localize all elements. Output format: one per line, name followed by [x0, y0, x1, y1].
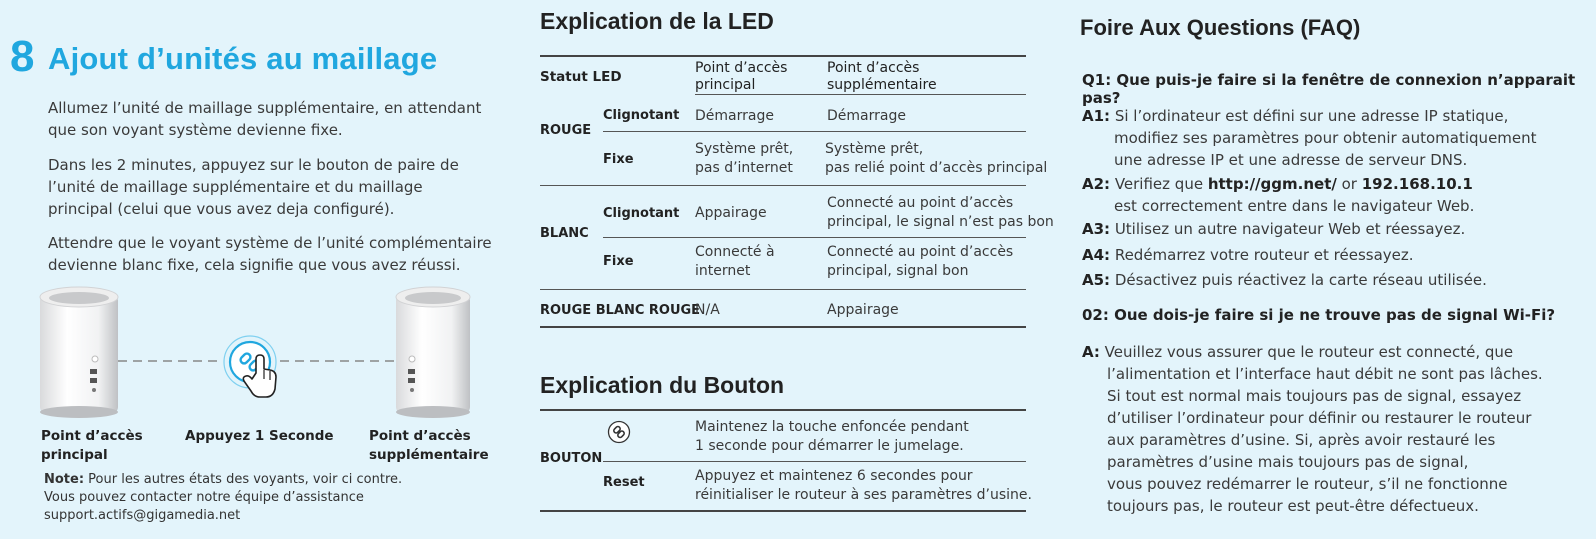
- paragraph-line: Dans les 2 minutes, appuyez sur le bouton de paire de: [48, 156, 459, 174]
- note-label: Note:: [44, 472, 85, 487]
- cell-line: Connecté à: [695, 244, 775, 260]
- answer-label: A5:: [1082, 271, 1111, 289]
- cell-line: pas relié point d’accès principal: [825, 160, 1048, 176]
- answer-line: paramètres d’usine mais toujours pas de signal,: [1107, 453, 1469, 471]
- paragraph-line: que son voyant système devienne fixe.: [48, 121, 343, 139]
- faq-question-1: Q1: Que puis-je faire si la fenêtre de connexion n’apparait pas?: [1082, 71, 1576, 107]
- faq-answer-1: [1082, 105, 1582, 171]
- led-extra-value: Démarrage: [827, 108, 906, 124]
- mesh-router-icon: [396, 287, 470, 418]
- answer-text: Si l’ordinateur est défini sur une adresse IP statique,: [1110, 107, 1509, 125]
- led-main-value: Appairage: [695, 205, 767, 221]
- answer-text: Redémarrez votre routeur et réessayez.: [1110, 246, 1414, 264]
- header-status: Statut LED: [540, 69, 622, 85]
- row-rule: [603, 131, 1026, 132]
- instruction-paragraph-1: [48, 97, 518, 141]
- note-line-1: [44, 471, 504, 489]
- faq-answer-4: [1082, 244, 1414, 266]
- table-bottom-rule: [540, 326, 1026, 328]
- answer-text: Verifiez que: [1110, 175, 1208, 193]
- pair-button-icon: [607, 420, 631, 444]
- instruction-paragraph-2: [48, 154, 518, 220]
- header-line: Point d’accès: [827, 60, 920, 76]
- led-color-white: BLANC: [540, 226, 589, 241]
- label-line: supplémentaire: [369, 447, 489, 463]
- support-note: [44, 471, 504, 525]
- mesh-router-icon: [40, 287, 118, 418]
- header-line: principal: [695, 77, 756, 93]
- table-top-rule: [540, 409, 1026, 411]
- support-email: support.actifs@gigamedia.net: [44, 508, 241, 523]
- answer-line: l’alimentation et l’interface haut débit ne sont pas lâches.: [1107, 365, 1543, 383]
- faq-answer-wifi: [1082, 341, 1587, 517]
- answer-label: A4:: [1082, 246, 1111, 264]
- header-line: supplémentaire: [827, 77, 937, 93]
- led-mode-solid: Fixe: [603, 254, 634, 269]
- row-rule: [603, 237, 1026, 238]
- paragraph-line: Attendre que le voyant système de l’unité complémentaire: [48, 234, 492, 252]
- answer-text: Veuillez vous assurer que le routeur est connecté, que: [1099, 343, 1514, 361]
- led-extra-value: [827, 194, 1054, 232]
- table-top-rule: [540, 55, 1026, 57]
- answer-line: une adresse IP et une adresse de serveur DNS.: [1114, 151, 1468, 169]
- led-main-value: Démarrage: [695, 108, 774, 124]
- cell-line: Maintenez la touche enfoncée pendant: [695, 419, 969, 435]
- section-title: Ajout d’unités au maillage: [48, 41, 438, 76]
- pairing-diagram: [30, 285, 520, 425]
- led-mode-blinking: Clignotant: [603, 206, 680, 221]
- row-rule: [540, 289, 1026, 290]
- button-label: BOUTON: [540, 451, 603, 466]
- header-main-ap: [695, 60, 787, 94]
- faq-question-2: 02: Oue dois-je faire si je ne trouve pas de signal Wi-Fi?: [1082, 306, 1556, 324]
- cell-line: Appuyez et maintenez 6 secondes pour: [695, 468, 973, 484]
- led-section-title: Explication de la LED: [540, 8, 774, 34]
- answer-line: [1082, 105, 1582, 127]
- paragraph-line: l’unité de maillage supplémentaire et du maillage: [48, 178, 423, 196]
- answer-line: [1082, 173, 1582, 195]
- cell-line: réinitialiser le routeur à ses paramètres d’usine.: [695, 487, 1032, 503]
- cell-line: Connecté au point d’accès: [827, 244, 1014, 260]
- row-rule: [603, 461, 1026, 462]
- note-text: Pour les autres états des voyants, voir ci contre.: [84, 472, 403, 487]
- button-reset-description: [695, 467, 1032, 505]
- step-number: 8: [10, 32, 35, 81]
- cell-line: principal, signal bon: [827, 263, 969, 279]
- button-pair-description: [695, 418, 969, 456]
- answer-line: est correctement entre dans le navigateur Web.: [1114, 197, 1475, 215]
- led-color-red: ROUGE: [540, 123, 592, 138]
- led-mode-blinking: Clignotant: [603, 108, 680, 123]
- led-main-value: N/A: [695, 302, 720, 318]
- answer-line: d’utiliser l’ordinateur pour définir ou restaurer le routeur: [1107, 409, 1532, 427]
- paragraph-line: devienne blanc fixe, cela signifie que vous avez réussi.: [48, 256, 461, 274]
- label-press-one-second: Appuyez 1 Seconde: [185, 428, 334, 444]
- button-mode-reset: Reset: [603, 475, 645, 490]
- led-extra-value: [825, 140, 1047, 178]
- paragraph-line: principal (celui que vous avez deja configuré).: [48, 200, 395, 218]
- cell-line: pas d’internet: [695, 160, 793, 176]
- label-extra-access-point: [369, 427, 489, 465]
- answer-text: Utilisez un autre navigateur Web et réessayez.: [1110, 220, 1466, 238]
- cell-line: Connecté au point d’accès: [827, 195, 1014, 211]
- router-ip: 192.168.10.1: [1361, 175, 1473, 193]
- table-bottom-rule: [540, 510, 1026, 512]
- label-line: principal: [41, 447, 108, 463]
- answer-label: A:: [1082, 343, 1100, 361]
- instruction-paragraph-3: [48, 232, 518, 276]
- router-url: http://ggm.net/: [1207, 175, 1337, 193]
- label-main-access-point: [41, 427, 143, 465]
- led-extra-value: [827, 243, 1013, 281]
- paragraph-line: Allumez l’unité de maillage supplémentaire, en attendant: [48, 99, 482, 117]
- cell-line: Système prêt,: [695, 141, 794, 157]
- header-line: Point d’accès: [695, 60, 788, 76]
- note-line-2: Vous pouvez contacter notre équipe d’assistance: [44, 490, 364, 505]
- cell-line: internet: [695, 263, 751, 279]
- answer-line: vous pouvez redémarrer le routeur, s’il ne fonctionne: [1107, 475, 1508, 493]
- cell-line: principal, le signal n’est pas bon: [827, 214, 1054, 230]
- answer-line: [1082, 341, 1587, 363]
- label-line: Point d’accès: [41, 428, 143, 444]
- header-rule: [695, 94, 1026, 95]
- cell-line: 1 seconde pour démarrer le jumelage.: [695, 438, 964, 454]
- header-extra-ap: [827, 60, 937, 94]
- faq-title: Foire Aux Questions (FAQ): [1080, 15, 1361, 40]
- answer-text: or: [1336, 175, 1362, 193]
- faq-answer-2: [1082, 173, 1582, 217]
- led-mode-solid: Fixe: [603, 152, 634, 167]
- answer-line: modifiez ses paramètres pour obtenir automatiquement: [1114, 129, 1537, 147]
- answer-line: toujours pas, le routeur est peut-être défectueux.: [1107, 497, 1479, 515]
- label-line: Point d’accès: [369, 428, 471, 444]
- answer-label: A3:: [1082, 220, 1111, 238]
- led-extra-value: Appairage: [827, 302, 899, 318]
- answer-label: A2:: [1082, 175, 1111, 193]
- faq-answer-5: [1082, 269, 1487, 291]
- answer-text: Désactivez puis réactivez la carte réseau utilisée.: [1110, 271, 1487, 289]
- row-rule: [540, 185, 1026, 186]
- faq-answer-3: [1082, 218, 1465, 240]
- answer-label: A1:: [1082, 107, 1111, 125]
- cell-line: Système prêt,: [825, 141, 924, 157]
- button-section-title: Explication du Bouton: [540, 372, 785, 398]
- answer-line: aux paramètres d’usine. Si, après avoir restauré les: [1107, 431, 1496, 449]
- answer-line: Si tout est normal mais toujours pas de signal, essayez: [1107, 387, 1522, 405]
- led-main-value: [695, 140, 793, 178]
- led-main-value: [695, 243, 775, 281]
- led-color-red-white-red: ROUGE BLANC ROUGE: [540, 303, 701, 318]
